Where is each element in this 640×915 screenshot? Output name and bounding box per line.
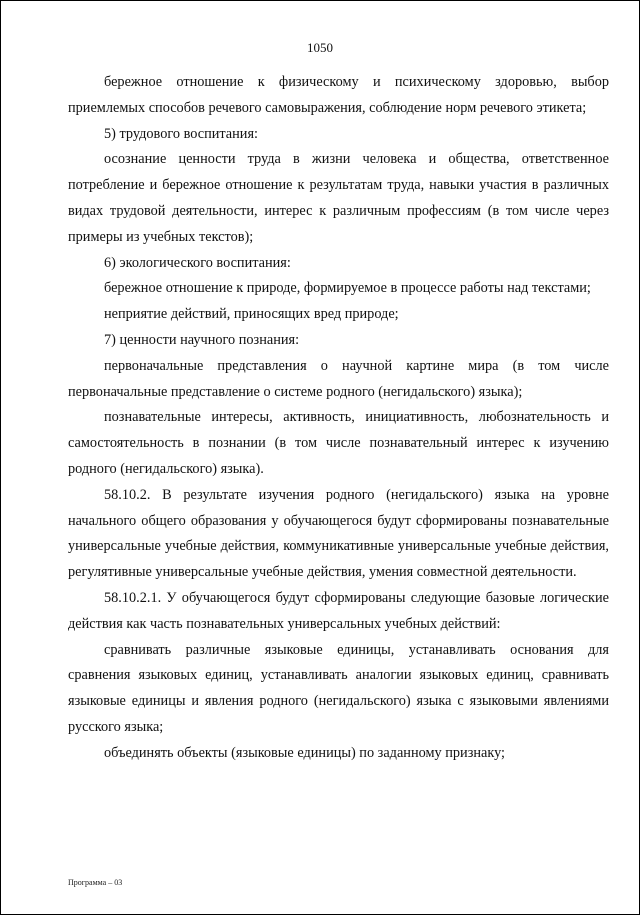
paragraph: бережное отношение к физическому и психическому здоровью, выбор приемлемых способов речевого самовыражения, соблюдение норм речевого этикета; (68, 74, 609, 116)
paragraph: познавательные интересы, активность, инициативность, любознательность и самостоятельность в познании (в том числе познавательный интерес к изучению родного (негидальского) языка). (68, 409, 609, 477)
page-number: 1050 (307, 40, 333, 55)
footer-text: Программа – 03 (68, 878, 123, 887)
paragraph: первоначальные представления о научной картине мира (в том числе первоначальные представление о системе родного (негидальского) языка); (68, 357, 609, 400)
paragraph: 7) ценности научного познания: (104, 331, 300, 348)
paragraph: объединять объекты (языковые единицы) по заданному признаку; (104, 744, 506, 761)
document-body (68, 70, 609, 767)
paragraph: неприятие действий, приносящих вред природе; (104, 306, 399, 323)
paragraph: 5) трудового воспитания: (104, 125, 258, 142)
paragraph: сравнивать различные языковые единицы, устанавливать основания для сравнения языковых единиц, устанавливать аналогии языковых единиц, сравнивать языковые единицы и явления родного (негидальского) языка с языковыми явлениями русского языка; (68, 641, 609, 735)
paragraph: осознание ценности труда в жизни человека и общества, ответственное потребление и бережное отношение к результатам труда, навыки участия в различных видах трудовой деятельности, интерес к различным профессиям (в том числе через примеры из учебных текстов); (68, 151, 609, 245)
paragraph: бережное отношение к природе, формируемое в процессе работы над текстами; (104, 280, 591, 297)
paragraph: 58.10.2.1. У обучающегося будут сформированы следующие базовые логические действия как часть познавательных универсальных учебных действий: (68, 589, 609, 632)
paragraph: 6) экологического воспитания: (104, 254, 291, 271)
paragraph: 58.10.2. В результате изучения родного (негидальского) языка на уровне начального общего образования у обучающегося будут сформированы познавательные универсальные учебные действия, коммуникативные универсальные учебные действия, регулятивные универсальные учебные действия, умения совместной деятельности. (68, 486, 609, 581)
